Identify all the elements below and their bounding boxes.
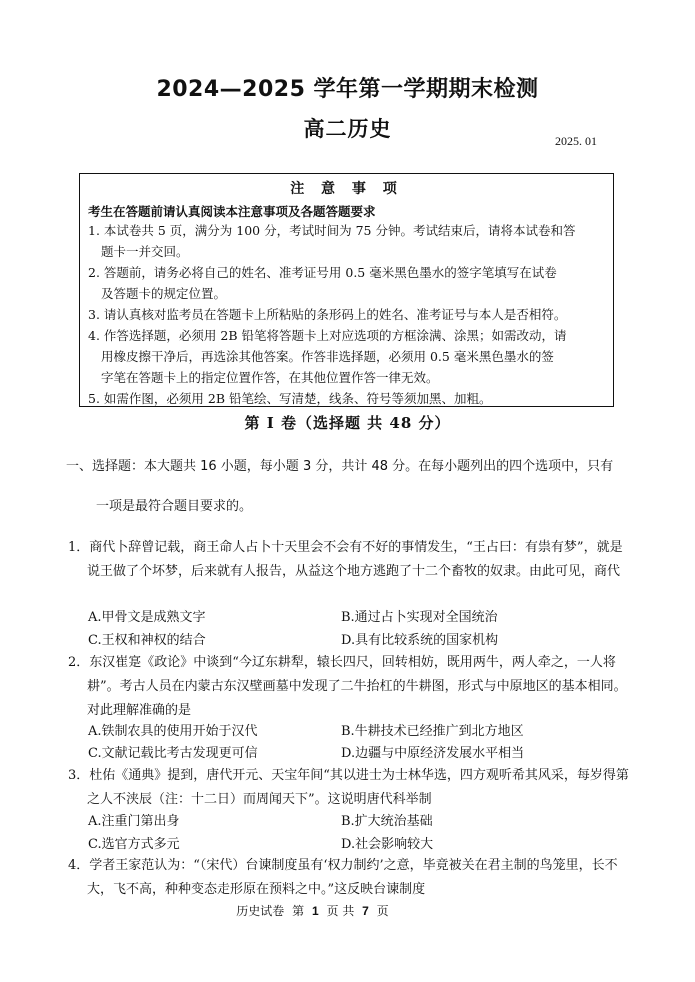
section-instruction-line1: 一、选择题：本大题共 16 小题，每小题 3 分，共计 48 分。在每小题列出的四个选项中，只有 bbox=[66, 459, 614, 474]
option-b: B.牛耕技术已经推广到北方地区 bbox=[341, 724, 524, 739]
section-heading: 第 I 卷（选择题 共 48 分） bbox=[244, 414, 451, 432]
notice-item-3 bbox=[88, 304, 608, 325]
notice-item-2 bbox=[88, 262, 608, 304]
question-1 bbox=[68, 536, 634, 584]
notice-item-4 bbox=[88, 325, 608, 388]
option-a: A.铁制农具的使用开始于汉代 bbox=[88, 724, 258, 739]
notice-item-1 bbox=[88, 220, 608, 262]
option-b: B.扩大统治基础 bbox=[341, 814, 433, 829]
notice-line: 2. 答题前，请务必将自己的姓名、准考证号用 0.5 毫米黑色墨水的签字笔填写在试卷 bbox=[88, 265, 557, 280]
question-4 bbox=[68, 854, 634, 902]
question-stem: 2．东汉崔寔《政论》中谈到“今辽东耕犁，辕长四尺，回转相妨，既用两牛，两人牵之，一人将耕”。考古人员在内蒙古东汉壁画墓中发现了二牛抬杠的牛耕图，形式与中原地区的基本相同。对此理解准确的是 bbox=[68, 655, 627, 718]
option-c: C.文献记载比考古发现更可信 bbox=[88, 746, 258, 761]
notice-line: 3. 请认真核对监考员在答题卡上所粘贴的条形码上的姓名、准考证号与本人是否相符。 bbox=[88, 307, 567, 322]
option-d: D.边疆与中原经济发展水平相当 bbox=[341, 746, 525, 761]
notice-line: 字笔在答题卡上的指定位置作答，在其他位置作答一律无效。 bbox=[101, 370, 439, 385]
question-stem: 3．杜佑《通典》提到，唐代开元、天宝年间“其以进士为士林华选，四方观听希其风采，每岁得第之人不浃辰（注：十二日）而周闻天下”。这说明唐代科举制 bbox=[68, 768, 629, 807]
footer-page-post: 页 bbox=[376, 904, 389, 918]
notice-lead: 考生在答题前请认真阅读本注意事项及各题答题要求 bbox=[88, 204, 376, 219]
notice-line: 1. 本试卷共 5 页，满分为 100 分，考试时间为 75 分钟。考试结束后，请将本试卷和答 bbox=[88, 223, 576, 238]
notice-line: 及答题卡的规定位置。 bbox=[101, 286, 227, 301]
notice-item-5 bbox=[88, 388, 608, 409]
section-instruction-line2: 一项是最符合题目要求的。 bbox=[96, 499, 253, 514]
notice-box bbox=[79, 173, 614, 407]
notice-line: 4. 作答选择题，必须用 2B 铅笔将答题卡上对应选项的方框涂满、涂黑；如需改动，请 bbox=[88, 328, 567, 343]
question-stem: 4．学者王家范认为：“（宋代）台谏制度虽有‘权力制约’之意，毕竟被关在君主制的鸟笼里，长不大，飞不高，种种变态走形原在预料之中。”这反映台谏制度 bbox=[68, 858, 618, 897]
footer-total-pages: 7 bbox=[362, 904, 369, 918]
option-a: A.注重门第出身 bbox=[88, 814, 180, 829]
page-footer bbox=[0, 902, 625, 919]
option-c: C.王权和神权的结合 bbox=[88, 633, 206, 648]
option-a: A.甲骨文是成熟文字 bbox=[88, 610, 206, 625]
option-c: C.选官方式多元 bbox=[88, 837, 180, 852]
notice-title: 注 意 事 项 bbox=[290, 181, 403, 197]
question-2 bbox=[68, 651, 634, 723]
exam-title: 2024—2025 学年第一学期期末检测 bbox=[156, 77, 539, 102]
footer-page-number: 1 bbox=[311, 904, 319, 918]
notice-line: 5. 如需作图，必须用 2B 铅笔绘、写清楚，线条、符号等须加黑、加粗。 bbox=[88, 391, 492, 406]
footer-prefix: 历史试卷 bbox=[236, 904, 285, 918]
question-stem: 1．商代卜辞曾记载，商王命人占卜十天里会不会有不好的事情发生，“王占曰：有祟有梦”，就是说王做了个坏梦，后来就有人报告，从益这个地方逃跑了十二个畜牧的奴隶。由此可见，商代 bbox=[68, 540, 623, 579]
footer-page-pre: 第 bbox=[292, 904, 305, 918]
notice-line: 题卡一并交回。 bbox=[101, 244, 189, 259]
exam-date: 2025. 01 bbox=[555, 134, 597, 148]
question-3 bbox=[68, 764, 634, 812]
subject-title: 高二历史 bbox=[303, 117, 392, 141]
notice-line: 用橡皮擦干净后，再选涂其他答案。作答非选择题，必须用 0.5 毫米黑色墨水的签 bbox=[101, 349, 554, 364]
option-b: B.通过占卜实现对全国统治 bbox=[341, 610, 498, 625]
option-d: D.社会影响较大 bbox=[341, 837, 434, 852]
option-d: D.具有比较系统的国家机构 bbox=[341, 633, 499, 648]
footer-page-mid: 页 共 bbox=[326, 904, 355, 918]
